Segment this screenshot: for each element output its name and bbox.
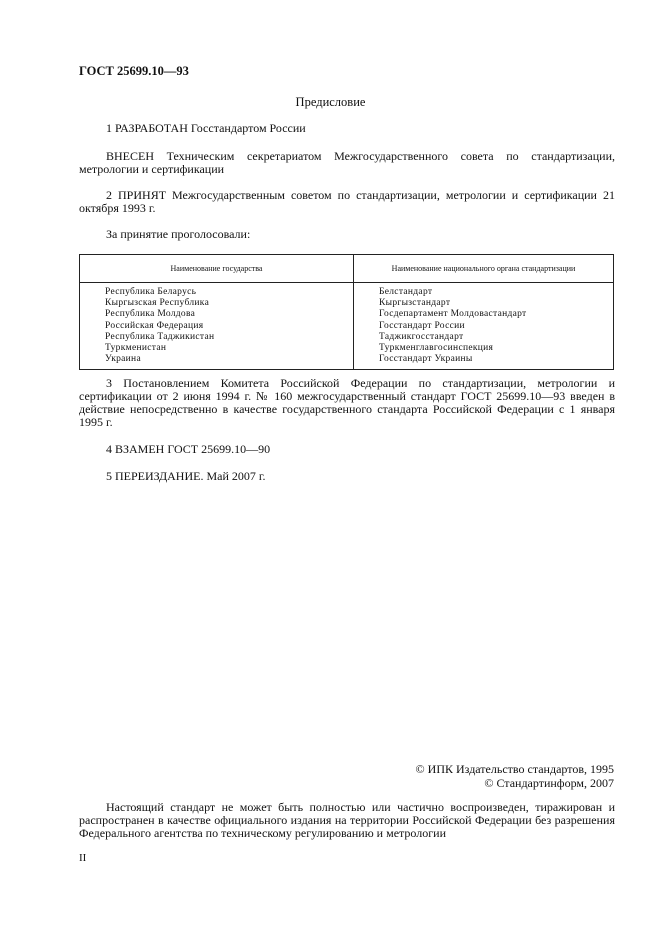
standards-body-name: Туркменглавгосинспекция <box>379 343 494 354</box>
standards-body-name: Кыргызстандарт <box>379 298 451 309</box>
paragraph-resolution: 3 Постановлением Комитета Российской Федерации по стандартизации, метрологии и сертификации от 2 июня 1994 г. № 160 межгосударственный стандарт ГОСТ 25699.10—93 введен в действие непосредственно в качестве государственного стандарта Российской Федерации с 1 января 1995 г. <box>79 376 615 429</box>
paragraph-introduced: ВНЕСЕН Техническим секретариатом Межгосударственного совета по стандартизации, метрологии и сертификации <box>79 149 615 176</box>
state-name: Республика Таджикистан <box>105 331 215 342</box>
standards-body-name: Госдепартамент Молдовастандарт <box>379 309 527 320</box>
paragraph-developed: 1 РАЗРАБОТАН Госстандартом России <box>106 121 306 135</box>
state-name: Республика Беларусь <box>105 287 197 297</box>
copyright-notice: Настоящий стандарт не может быть полностью или частично воспроизведен, тиражирован и распространен в качестве официального издания на территории Российской Федерации без разрешения Федерального агентства по техническому регулированию и метрологии <box>79 800 615 840</box>
paragraph-adopted: 2 ПРИНЯТ Межгосударственным советом по стандартизации, метрологии и сертификации 21 октября 1993 г. <box>79 188 615 215</box>
paragraph-reissue: 5 ПЕРЕИЗДАНИЕ. Май 2007 г. <box>106 469 266 483</box>
copyright-line-2: © Стандартинформ, 2007 <box>484 776 614 790</box>
page-number: II <box>79 852 87 864</box>
copyright-line-1: © ИПК Издательство стандартов, 1995 <box>415 762 614 776</box>
column-header-body: Наименование национального органа стандартизации <box>354 255 614 283</box>
standards-body-name: Госстандарт России <box>379 320 465 331</box>
page-title: Предисловие <box>295 95 366 109</box>
state-name: Украина <box>105 354 141 365</box>
state-name: Российская Федерация <box>105 320 204 331</box>
table-header-row <box>80 255 614 283</box>
standards-body-name: Белстандарт <box>379 287 433 297</box>
document-code-header: ГОСТ 25699.10—93 <box>79 64 189 78</box>
paragraph-replaces: 4 ВЗАМЕН ГОСТ 25699.10—90 <box>106 442 271 456</box>
standards-body-name: Госстандарт Украины <box>379 354 473 365</box>
state-name: Кыргызская Республика <box>105 298 210 309</box>
state-name: Туркменистан <box>105 343 167 354</box>
table-row <box>80 283 614 370</box>
column-header-state: Наименование государства <box>80 255 354 283</box>
states-cell <box>80 283 354 370</box>
voting-table <box>79 254 614 370</box>
paragraph-voted: За принятие проголосовали: <box>106 227 251 241</box>
bodies-cell <box>354 283 614 370</box>
state-name: Республика Молдова <box>105 309 196 320</box>
standards-body-name: Таджикгосстандарт <box>379 331 464 342</box>
